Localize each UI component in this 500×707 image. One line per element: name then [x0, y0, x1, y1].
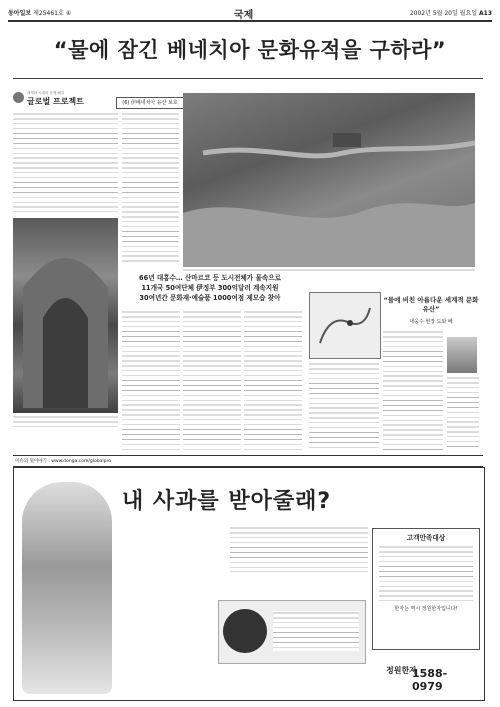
ad-award-box — [372, 528, 480, 650]
child-photo — [22, 482, 112, 694]
ad-headline: 내 사과를 받아줄래? — [122, 489, 332, 514]
church-interior-photo — [13, 218, 118, 413]
paper-name: 동아일보 제25461호 ④ — [8, 10, 72, 17]
disc-icon — [223, 609, 267, 653]
date-page: 2002년 5월 20일 월요일 A13 — [409, 10, 492, 17]
series-tag: (6) 伊베네치아 유산 보호 — [116, 97, 184, 109]
church-art — [13, 218, 118, 413]
intro-text-2 — [122, 112, 179, 262]
divider — [13, 78, 483, 79]
brand-name: 정원한자 — [386, 666, 417, 675]
subheadline — [125, 273, 295, 303]
subhead-line-3: 30여년간 문화재·예술품 1000여점 제모습 찾아 — [139, 294, 281, 302]
body-col-3 — [244, 310, 302, 450]
sidebar-text — [383, 330, 443, 450]
sidebar-title: “물에 비친 아름다운 세계적 문화유산” — [383, 296, 479, 313]
venice-photo-art — [183, 93, 475, 267]
ad-sticker — [218, 600, 366, 664]
subhead-line-2: 11개국 50여단체 伊정부 300억달러 계속지원 — [141, 284, 279, 292]
column-kicker: 세계화 시대의 문제 해결 — [27, 91, 65, 95]
sidebar-subtitle: 대웅수 현장 도와 베 — [409, 319, 453, 325]
main-headline: “물에 잠긴 베네치아 문화유적을 구하라” — [53, 38, 447, 62]
venice-aerial-photo — [183, 93, 475, 267]
venice-map — [309, 292, 381, 359]
body-col-4 — [309, 362, 379, 450]
section-name: 국제 — [234, 10, 254, 21]
credit-bar — [13, 455, 483, 467]
column-logo — [13, 91, 123, 107]
column-title: 글로벌 프로젝트 — [27, 97, 84, 106]
globe-icon — [13, 92, 24, 103]
subhead-line-1: 66년 대홍수… 산마르코 등 도시전체가 물속으로 — [139, 274, 281, 282]
church-caption — [13, 415, 118, 430]
body-col-1 — [122, 310, 180, 450]
credit-text: 이슈의 뒷이야기 : www.donga.com/globalpro — [15, 459, 112, 464]
ad-body-text — [230, 526, 368, 572]
brand-phone: 1588-0979 — [412, 667, 448, 693]
map-art — [310, 293, 380, 358]
intro-text — [13, 112, 118, 212]
brand-logo — [386, 665, 472, 693]
award-title: 고객만족대상 — [406, 534, 446, 542]
sidebar-text-2 — [447, 376, 479, 450]
interview-sidebar — [383, 292, 479, 324]
ad-slogan: 한자는 역시 정원한자입니다! — [394, 606, 458, 612]
body-col-2 — [183, 310, 241, 450]
page-header — [8, 6, 492, 22]
interviewee-portrait — [447, 337, 477, 373]
